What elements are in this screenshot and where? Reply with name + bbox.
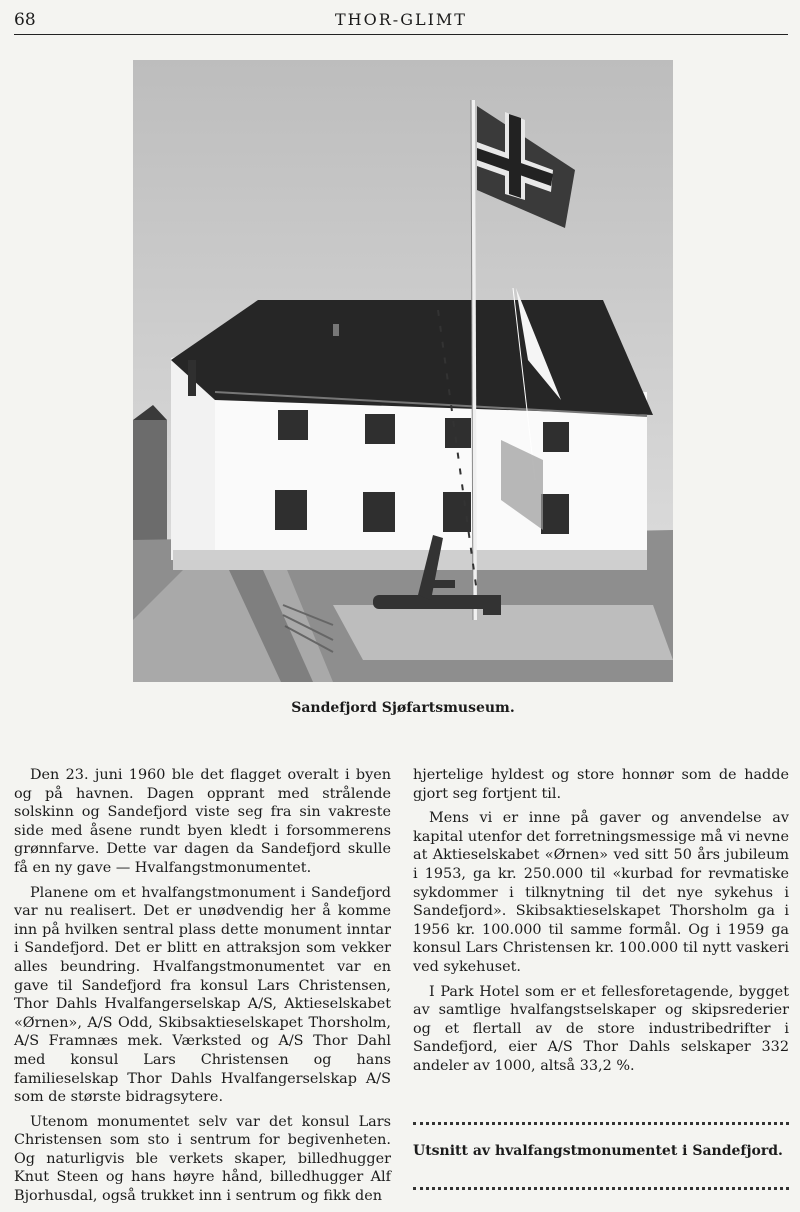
photo-caption: Sandefjord Sjøfartsmuseum. (291, 700, 515, 716)
paragraph: I Park Hotel som er et fellesforetagende, bygget av samtlige hvalfangstselskaper og skipsrederier og et flertall av de store industribedrifter i Sandefjord, eier A/S Thor Dahls selskaper 332 andeler av 1000, altså 33,2 %. (413, 983, 789, 1074)
page-number: 68 (14, 10, 36, 30)
paragraph: Utenom monumentet selv var det konsul Lars Christensen som sto i sentrum for begivenheten. Og naturligvis ble verkets skaper, billedhugger Knut Steen og hans høyre hånd, billedhugger Alf Bjorhusdal, også trukket inn i sentrum og fikk den (14, 1113, 391, 1205)
right-column (413, 766, 789, 1082)
museum-photo (133, 60, 673, 682)
running-title: THOR-GLIMT (335, 10, 467, 29)
paragraph: Mens vi er inne på gaver og anvendelse av kapital utenfor det forretningsmessige må vi nevne at Aktieselskabet «Ørnen» ved sitt 50 års jubileum i 1953, ga kr. 250.000 til «kurbad for revmatiske sykdommer i tilknytning til det nye sykehus i Sandefjord». Skibsaktieselskapet Thorsholm ga i 1956 kr. 100.000 til samme formål. Og i 1959 ga konsul Lars Christensen kr. 100.000 til nytt vaskeri ved sykehuset. (413, 810, 789, 975)
page-header (14, 8, 788, 35)
left-column (14, 766, 391, 1212)
figure-caption-box (413, 1122, 789, 1190)
paragraph: hjertelige hyldest og store honnør som de hadde gjort seg fortjent til. (413, 767, 789, 802)
paragraph: Den 23. juni 1960 ble det flagget overalt i byen og på havnen. Dagen opprant med strålende solskinn og Sandefjord viste seg fra sin vakreste side med åsene rundt byen kledt i forsommerens grønnfarve. Dette var dagen da Sandefjord skulle få en ny gave — Hvalfangstmonumentet. (14, 767, 391, 876)
figure-caption: Utsnitt av hvalfangstmonumentet i Sandefjord. (413, 1143, 783, 1159)
paragraph: Planene om et hvalfangstmonument i Sandefjord var nu realisert. Det er unødvendig her å komme inn på hvilken sentral plass dette monument inntar i Sandefjord. Det er blitt en attraksjon som vekker alles beundring. Hvalfangstmonumentet var en gave til Sandefjord fra konsul Lars Christensen, Thor Dahls Hvalfangerselskap A/S, Aktieselskabet «Ørnen», A/S Odd, Skibsaktieselskapet Thorsholm, A/S Framnæs mek. Værksted og A/S Thor Dahl med konsul Lars Christensen og hans familieselskap Thor Dahls Hvalfangerselskap A/S som de største bidragsytere. (14, 884, 391, 1106)
